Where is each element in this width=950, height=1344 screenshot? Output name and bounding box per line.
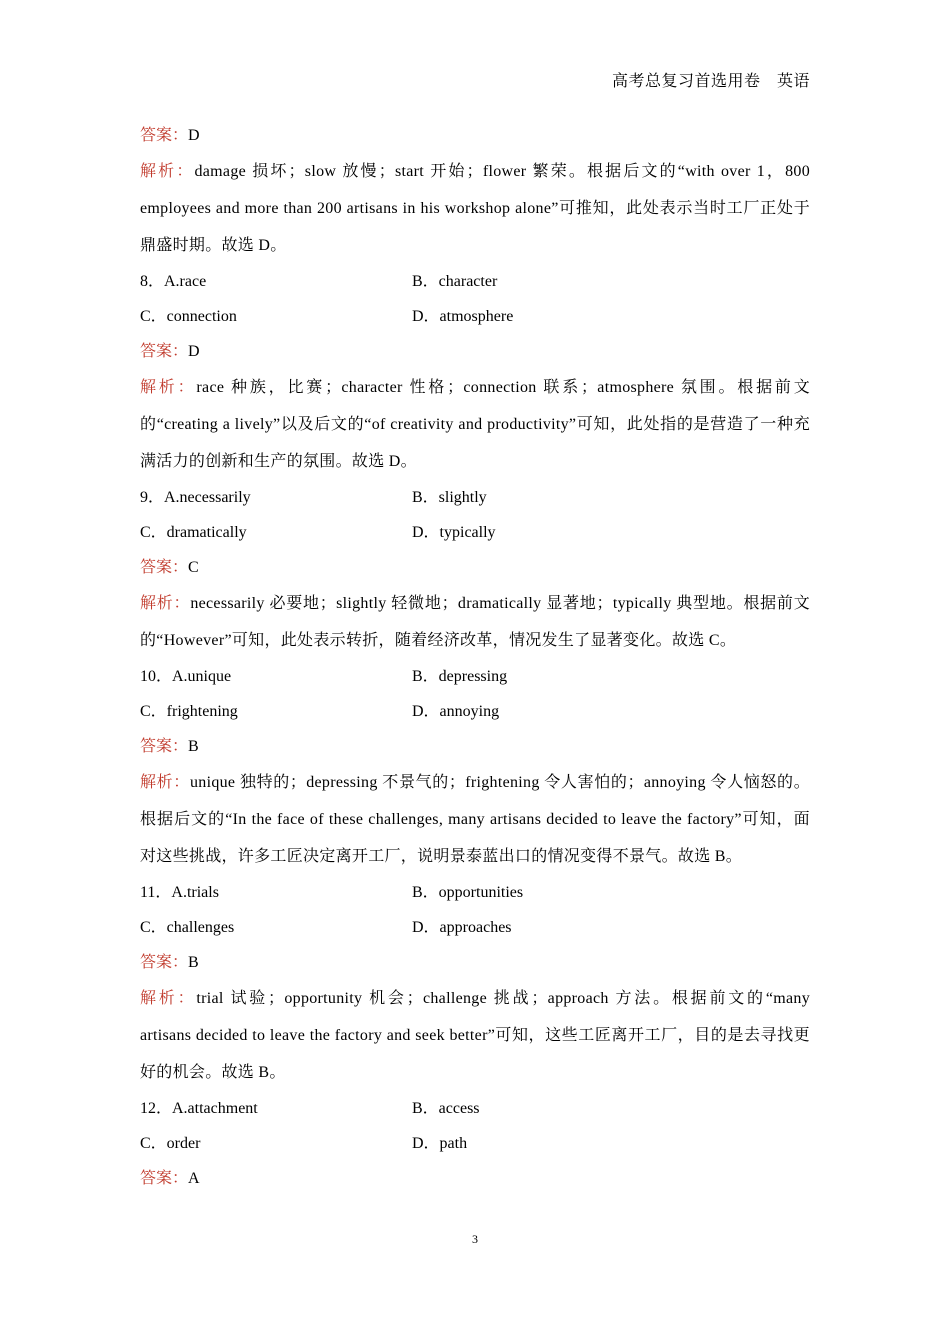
answer-line xyxy=(140,550,810,585)
analysis-label: 解析： xyxy=(140,990,197,1007)
option-a: 9．A.necessarily xyxy=(140,489,251,506)
analysis-paragraph xyxy=(140,764,810,875)
answer-line xyxy=(140,334,810,369)
question-options-row xyxy=(140,1091,810,1126)
option-d: D．path xyxy=(412,1135,468,1152)
question-options-row xyxy=(140,659,810,694)
page-number: 3 xyxy=(472,1232,478,1246)
option-b: B．depressing xyxy=(412,668,508,685)
question-options-row xyxy=(140,694,810,729)
analysis-paragraph xyxy=(140,369,810,480)
answer-label: 答案： xyxy=(140,954,189,971)
question-options-row xyxy=(140,910,810,945)
answer-line xyxy=(140,118,810,153)
question-options-row xyxy=(140,480,810,515)
answer-line xyxy=(140,729,810,764)
answer-value: D xyxy=(188,127,200,144)
analysis-text: trial 试验；opportunity 机会；challenge 挑战；approach 方法。根据前文的“many artisans decided to leave the factory and seek better”可知，这些工匠离开工厂，目的是去寻找更好的机会。故选 B。 xyxy=(140,990,810,1081)
option-a: 12．A.attachment xyxy=(140,1100,258,1117)
question-options-row xyxy=(140,515,810,550)
analysis-text: unique 独特的；depressing 不景气的；frightening 令人害怕的；annoying 令人恼怒的。根据后文的“In the face of these challenges, many artisans decided to leave the factory”可知，面对这些挑战，许多工匠决定离开工厂，说明景泰蓝出口的情况变得不景气。故选 B。 xyxy=(140,774,810,865)
answer-label: 答案： xyxy=(140,1170,189,1187)
option-c: C．connection xyxy=(140,308,237,325)
analysis-paragraph xyxy=(140,153,810,264)
option-c: C．frightening xyxy=(140,703,238,720)
analysis-label: 解析： xyxy=(140,595,191,612)
analysis-text: damage 损坏；slow 放慢；start 开始；flower 繁荣。根据后文的“with over 1，800 employees and more than 200 artisans in his workshop alone”可推知，此处表示当时工厂正处于鼎盛时期。故选 D。 xyxy=(140,163,810,254)
analysis-text: race 种族，比赛；character 性格；connection 联系；atmosphere 氛围。根据前文的“creating a lively”以及后文的“of creativity and productivity”可知，此处指的是营造了一种充满活力的创新和生产的氛围。故选 D。 xyxy=(140,379,810,470)
option-a: 11．A.trials xyxy=(140,884,219,901)
analysis-paragraph xyxy=(140,585,810,659)
answer-line xyxy=(140,945,810,980)
page-header: 高考总复习首选用卷 英语 xyxy=(611,73,810,90)
analysis-label: 解析： xyxy=(140,163,195,180)
answer-label: 答案： xyxy=(140,343,189,360)
analysis-text: necessarily 必要地；slightly 轻微地；dramatically 显著地；typically 典型地。根据前文的“However”可知，此处表示转折，随着经济改革，情况发生了显著变化。故选 C。 xyxy=(140,595,811,649)
option-b: B．slightly xyxy=(412,489,487,506)
option-b: B．character xyxy=(412,273,498,290)
option-d: D．typically xyxy=(412,524,496,541)
answer-value: D xyxy=(188,343,200,360)
answer-label: 答案： xyxy=(140,127,189,144)
option-b: B．access xyxy=(412,1100,480,1117)
answer-label: 答案： xyxy=(140,738,189,755)
analysis-label: 解析： xyxy=(140,774,190,791)
option-a: 8．A.race xyxy=(140,273,207,290)
answer-value: C xyxy=(188,559,199,576)
option-d: D．annoying xyxy=(412,703,500,720)
analysis-paragraph xyxy=(140,980,810,1091)
option-d: D．approaches xyxy=(412,919,512,936)
question-options-row xyxy=(140,299,810,334)
option-b: B．opportunities xyxy=(412,884,524,901)
answer-value: A xyxy=(188,1170,200,1187)
answer-value: B xyxy=(188,954,199,971)
answer-line xyxy=(140,1161,810,1196)
option-c: C．order xyxy=(140,1135,201,1152)
question-options-row xyxy=(140,875,810,910)
question-options-row xyxy=(140,1126,810,1161)
document-body xyxy=(140,118,810,1196)
answer-value: B xyxy=(188,738,199,755)
answer-label: 答案： xyxy=(140,559,189,576)
option-d: D．atmosphere xyxy=(412,308,514,325)
option-c: C．challenges xyxy=(140,919,235,936)
question-options-row xyxy=(140,264,810,299)
option-c: C．dramatically xyxy=(140,524,247,541)
analysis-label: 解析： xyxy=(140,379,197,396)
option-a: 10．A.unique xyxy=(140,668,232,685)
